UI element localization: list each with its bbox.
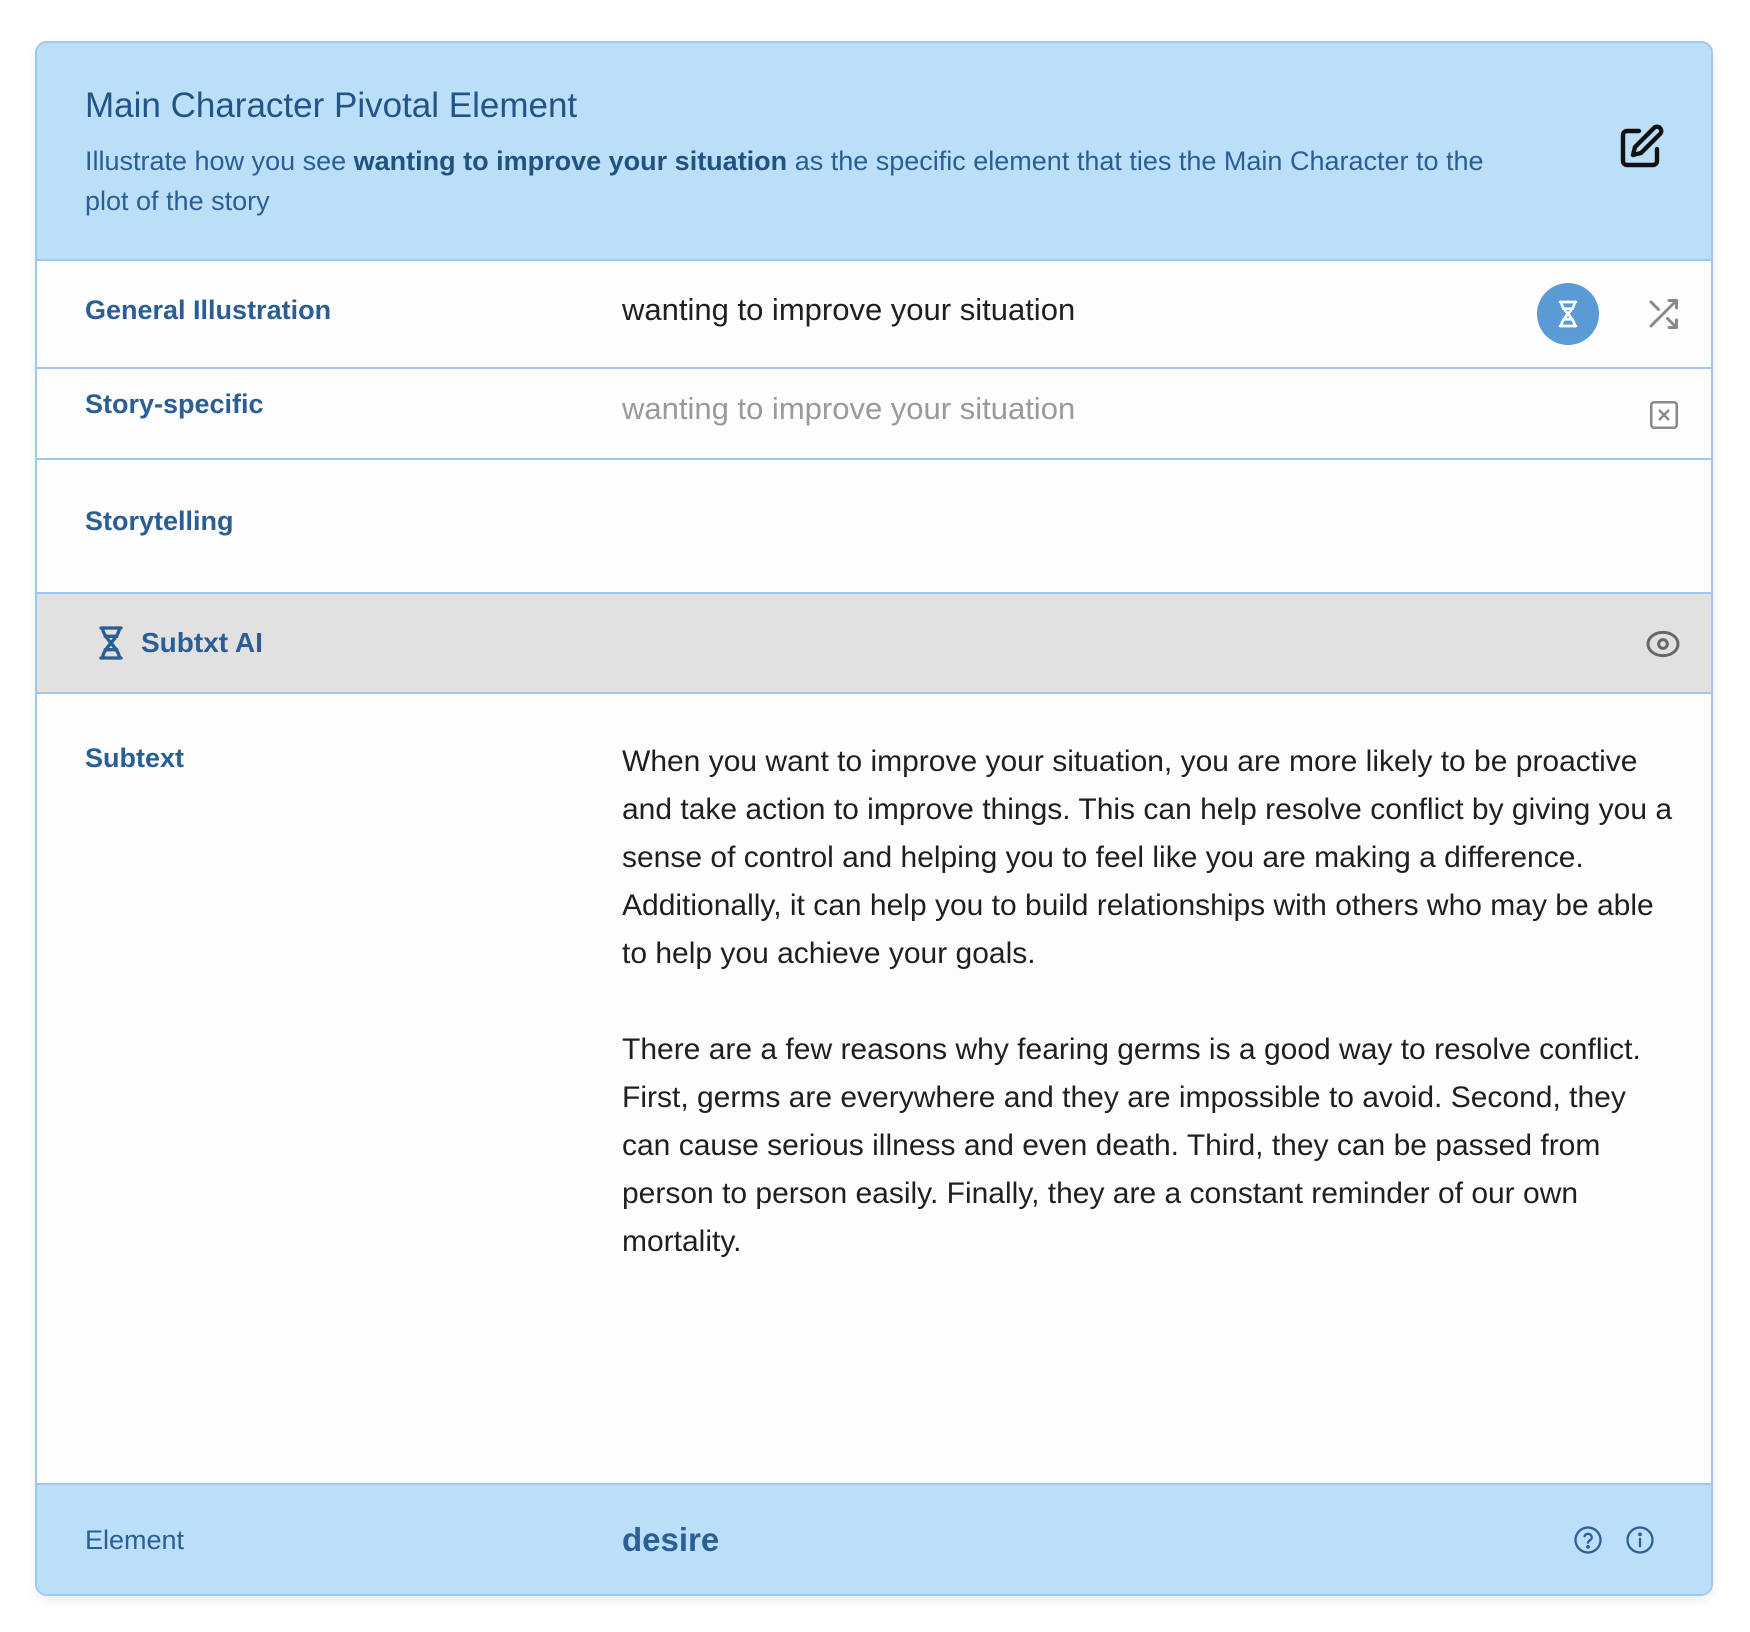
shuffle-button[interactable] xyxy=(1645,296,1681,332)
element-value: desire xyxy=(622,1521,720,1558)
storytelling-label: Storytelling xyxy=(85,506,234,536)
general-illustration-value[interactable]: wanting to improve your situation xyxy=(622,292,1076,327)
help-button[interactable] xyxy=(1573,1525,1603,1555)
close-box-icon xyxy=(1647,398,1681,432)
subtxt-ai-label: Subtxt AI xyxy=(141,627,263,658)
info-circle-icon xyxy=(1625,1525,1655,1555)
toggle-visibility-button[interactable] xyxy=(1643,624,1683,664)
storytelling-row[interactable] xyxy=(37,460,1711,594)
card-description xyxy=(85,141,1525,221)
card-title: Main Character Pivotal Element xyxy=(85,86,578,125)
story-specific-row xyxy=(37,369,1711,460)
subtext-paragraph: When you want to improve your situation, you are more likely to be proactive and take action to improve things. This can help resolve conflict by giving you a sense of control and helping you to feel like you are making a difference. Additionally, it can help you to build relationships with others who may be able to help you achieve your goals. xyxy=(622,745,1673,970)
shuffle-icon xyxy=(1645,296,1681,332)
card-header xyxy=(37,43,1711,261)
ai-generate-button[interactable] xyxy=(1537,283,1599,345)
edit-button[interactable] xyxy=(1617,123,1665,171)
pivotal-element-card xyxy=(35,41,1713,1596)
description-suffix: as the specific element that ties the Main Character to the plot of the story xyxy=(85,146,1484,216)
subtext-body xyxy=(622,738,1682,1314)
help-circle-icon xyxy=(1573,1525,1603,1555)
description-prefix: Illustrate how you see xyxy=(85,146,354,176)
general-illustration-row xyxy=(37,259,1711,369)
dna-icon xyxy=(91,623,131,663)
info-button[interactable] xyxy=(1625,1525,1655,1555)
general-illustration-label: General Illustration xyxy=(85,295,332,325)
story-specific-input[interactable]: wanting to improve your situation xyxy=(622,391,1076,426)
clear-button[interactable] xyxy=(1647,398,1681,432)
element-footer xyxy=(37,1483,1711,1596)
description-highlight: wanting to improve your situation xyxy=(353,146,788,176)
subtext-paragraph: There are a few reasons why fearing germs is a good way to resolve conflict. First, germs are everywhere and they are impossible to avoid. Second, they can cause serious illness and even death. Third, they can be passed from person to person easily. Finally, they are a constant reminder of our own mortality. xyxy=(622,1033,1641,1258)
element-label: Element xyxy=(85,1525,185,1555)
story-specific-label: Story-specific xyxy=(85,389,264,419)
eye-icon xyxy=(1643,624,1683,664)
dna-icon xyxy=(1552,298,1584,330)
edit-icon xyxy=(1617,123,1665,171)
subtxt-ai-bar xyxy=(37,594,1711,694)
subtext-label: Subtext xyxy=(85,743,185,773)
